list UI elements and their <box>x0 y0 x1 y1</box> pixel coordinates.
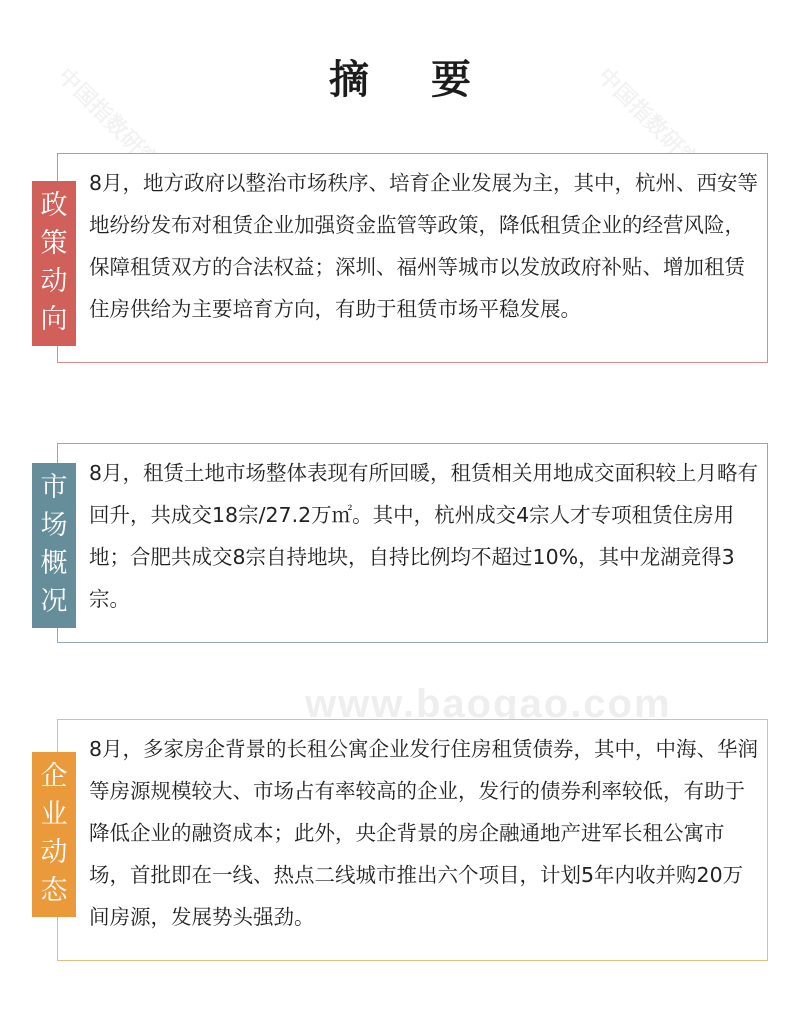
policy-tag-char: 向 <box>40 304 68 335</box>
market-tag <box>32 463 76 628</box>
policy-tag-char: 动 <box>40 266 68 297</box>
policy-tag <box>32 181 76 346</box>
market-tag-char: 况 <box>40 586 68 617</box>
market-tag-char: 市 <box>40 472 68 503</box>
watermark-center: www.baogao.com <box>305 682 672 726</box>
enterprise-tag-char: 业 <box>40 799 68 830</box>
enterprise-tag-char: 企 <box>40 761 68 792</box>
watermark-diagonal: 中国指数研究院 <box>592 63 719 191</box>
enterprise-text: 8月，多家房企背景的长租公寓企业发行住房租赁债券，其中，中海、华润等房源规模较大、市场占有率较高的企业，发行的债券利率较低，有助于降低企业的融资成本；此外，央企背景的房企融通地产进军长租公寓市场，首批即在一线、热点二线城市推出六个项目，计划5年内收并购20万间房源，发展势头强劲。 <box>89 737 759 929</box>
market-tag-char: 场 <box>40 510 68 541</box>
market-section <box>57 443 768 643</box>
watermark-diagonal: 中国指数研究院 <box>52 63 179 191</box>
enterprise-section <box>57 719 768 961</box>
policy-tag-char: 策 <box>40 228 68 259</box>
enterprise-tag-char: 动 <box>40 837 68 868</box>
market-tag-char: 概 <box>40 548 68 579</box>
policy-text: 8月，地方政府以整治市场秩序、培育企业发展为主，其中，杭州、西安等地纷纷发布对租赁企业加强资金监管等政策，降低租赁企业的经营风险，保障租赁双方的合法权益；深圳、福州等城市以发放政府补贴、增加租赁住房供给为主要培育方向，有助于租赁市场平稳发展。 <box>89 171 759 321</box>
market-text: 8月，租赁土地市场整体表现有所回暖，租赁相关用地成交面积较上月略有回升，共成交18宗/27.2万㎡。其中，杭州成交4宗人才专项租赁住房用地；合肥共成交8宗自持地块，自持比例均不超过10%，其中龙湖竞得3宗。 <box>89 461 759 611</box>
policy-tag-char: 政 <box>40 190 68 221</box>
page-title: 摘 要 <box>329 57 495 103</box>
enterprise-tag <box>32 752 76 917</box>
policy-section <box>57 153 768 363</box>
enterprise-tag-char: 态 <box>40 875 68 906</box>
